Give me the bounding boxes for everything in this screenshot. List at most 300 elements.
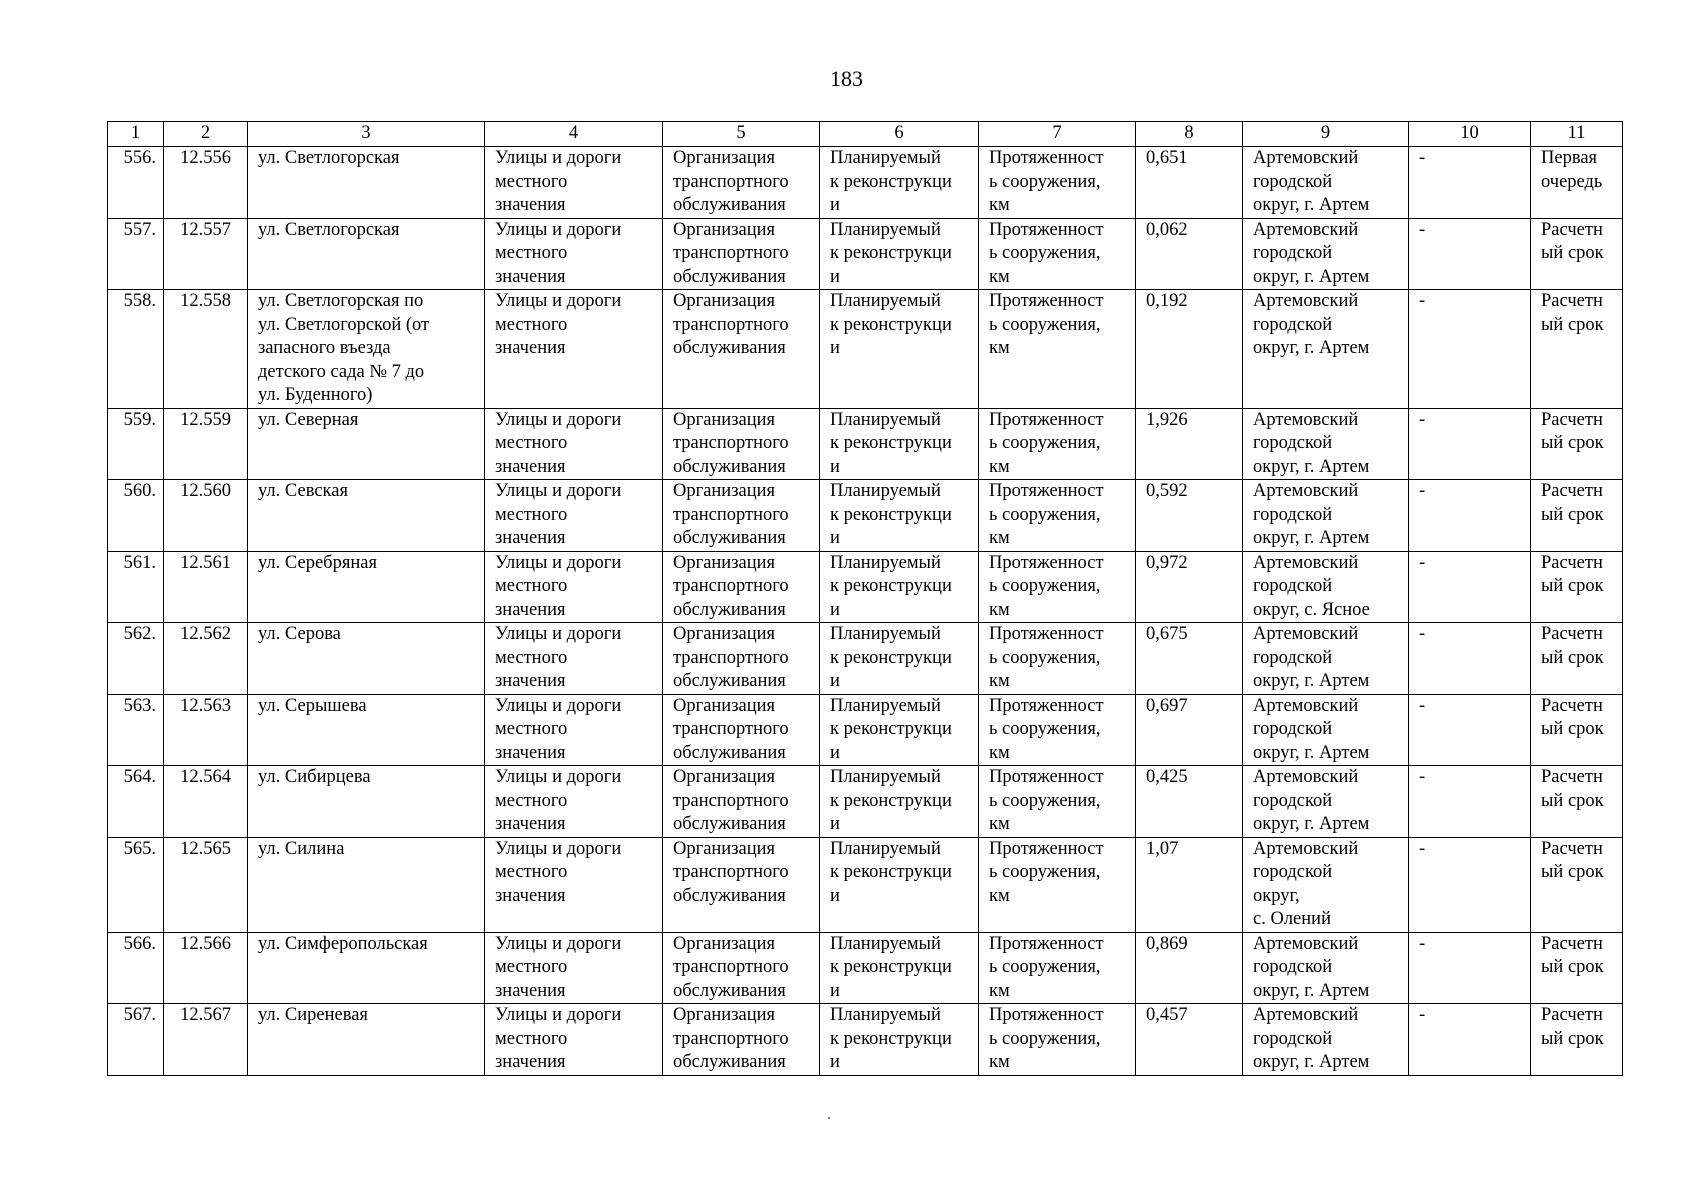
measure-line: Протяженност xyxy=(989,481,1104,501)
purpose-line: обслуживания xyxy=(673,885,786,906)
street-name-cell xyxy=(248,932,485,1004)
object-type-cell xyxy=(485,408,663,480)
table-row xyxy=(108,147,1623,219)
object-type-line: значения xyxy=(495,456,566,477)
purpose-line: транспортного xyxy=(673,171,789,192)
object-type-line: местного xyxy=(495,1028,568,1049)
status-line: и xyxy=(830,338,840,358)
purpose-line: Организация xyxy=(673,624,776,644)
object-type-line: значения xyxy=(495,885,566,906)
table-row xyxy=(108,1004,1623,1076)
stage-line: ый срок xyxy=(1541,957,1604,977)
table-row xyxy=(108,837,1623,932)
status-line: Планируемый xyxy=(830,933,941,954)
table-row xyxy=(108,290,1623,409)
purpose-line: транспортного xyxy=(673,957,789,977)
object-type-line: местного xyxy=(495,862,568,882)
object-code-cell: 12.567 xyxy=(164,1004,248,1076)
row-number-cell: 559. xyxy=(108,408,164,480)
status-line: к реконструкци xyxy=(830,862,952,882)
purpose-line: обслуживания xyxy=(673,528,786,548)
stage-line: ый срок xyxy=(1541,1028,1604,1049)
purpose-line: обслуживания xyxy=(673,266,786,287)
measure-cell xyxy=(979,932,1136,1004)
status-line: к реконструкци xyxy=(830,1028,952,1049)
object-code-cell: 12.562 xyxy=(164,623,248,695)
status-cell xyxy=(820,290,979,409)
status-line: к реконструкци xyxy=(830,957,952,977)
stage-line: Расчетн xyxy=(1541,1005,1603,1025)
status-cell xyxy=(820,932,979,1004)
measure-line: км xyxy=(989,338,1010,358)
column-10-cell: - xyxy=(1409,837,1531,932)
row-number-cell: 566. xyxy=(108,932,164,1004)
column-header: 8 xyxy=(1136,122,1243,147)
location-line: городской xyxy=(1253,576,1333,596)
length-value-cell: 0,869 xyxy=(1136,932,1243,1004)
status-line: и xyxy=(830,980,840,1001)
object-code-cell: 12.566 xyxy=(164,932,248,1004)
length-value-cell: 0,972 xyxy=(1136,551,1243,623)
street-name-cell xyxy=(248,408,485,480)
object-code-cell: 12.563 xyxy=(164,694,248,766)
status-line: Планируемый xyxy=(830,148,941,168)
scan-speck xyxy=(828,1117,830,1119)
column-10-cell: - xyxy=(1409,408,1531,480)
location-line: городской xyxy=(1253,314,1333,335)
purpose-line: Организация xyxy=(673,1005,776,1025)
street-name-line: ул. Светлогорская xyxy=(258,219,400,240)
purpose-line: транспортного xyxy=(673,790,789,811)
street-name-line: ул. Серебряная xyxy=(258,552,377,573)
measure-line: Протяженност xyxy=(989,219,1104,240)
purpose-cell xyxy=(663,147,820,219)
stage-line: ый срок xyxy=(1541,243,1604,263)
status-cell xyxy=(820,480,979,552)
status-cell xyxy=(820,218,979,290)
measure-line: км xyxy=(989,195,1010,215)
object-code-cell: 12.558 xyxy=(164,290,248,409)
purpose-line: Организация xyxy=(673,219,776,240)
table-body xyxy=(108,122,1623,1076)
table-row xyxy=(108,218,1623,290)
column-header: 6 xyxy=(820,122,979,147)
purpose-cell xyxy=(663,623,820,695)
object-type-line: значения xyxy=(495,599,566,620)
purpose-cell xyxy=(663,290,820,409)
table-row xyxy=(108,480,1623,552)
location-line: городской xyxy=(1253,243,1333,263)
purpose-cell xyxy=(663,551,820,623)
purpose-line: транспортного xyxy=(673,576,789,596)
purpose-cell xyxy=(663,694,820,766)
status-line: и xyxy=(830,528,840,548)
location-cell xyxy=(1243,932,1409,1004)
location-cell xyxy=(1243,147,1409,219)
length-value-cell: 1,926 xyxy=(1136,408,1243,480)
column-10-cell: - xyxy=(1409,147,1531,219)
measure-line: Протяженност xyxy=(989,933,1104,954)
object-type-line: значения xyxy=(495,1052,566,1072)
object-type-line: местного xyxy=(495,171,568,192)
row-number-cell: 563. xyxy=(108,694,164,766)
row-number-cell: 567. xyxy=(108,1004,164,1076)
status-line: к реконструкци xyxy=(830,576,952,596)
stage-line: ый срок xyxy=(1541,504,1604,525)
purpose-line: обслуживания xyxy=(673,980,786,1001)
purpose-line: транспортного xyxy=(673,243,789,263)
stage-line: Первая xyxy=(1541,148,1598,168)
location-line: Артемовский xyxy=(1253,933,1359,954)
location-cell xyxy=(1243,290,1409,409)
object-type-line: местного xyxy=(495,957,568,977)
location-cell xyxy=(1243,551,1409,623)
object-code-cell: 12.565 xyxy=(164,837,248,932)
length-value-cell: 0,651 xyxy=(1136,147,1243,219)
object-type-cell xyxy=(485,147,663,219)
object-type-line: Улицы и дороги xyxy=(495,409,622,430)
column-header: 1 xyxy=(108,122,164,147)
measure-line: ь сооружения, xyxy=(989,1028,1101,1049)
object-type-line: Улицы и дороги xyxy=(495,624,622,644)
street-name-line: ул. Светлогорская xyxy=(258,148,400,168)
object-type-line: Улицы и дороги xyxy=(495,838,622,859)
status-line: и xyxy=(830,266,840,287)
object-type-cell xyxy=(485,480,663,552)
street-name-line: ул. Симферопольская xyxy=(258,933,428,954)
location-cell xyxy=(1243,408,1409,480)
object-type-cell xyxy=(485,218,663,290)
status-cell xyxy=(820,1004,979,1076)
street-name-cell xyxy=(248,623,485,695)
measure-cell xyxy=(979,1004,1136,1076)
street-name-cell xyxy=(248,290,485,409)
street-name-line: ул. Северная xyxy=(258,409,359,430)
stage-cell xyxy=(1531,218,1623,290)
status-line: и xyxy=(830,885,840,906)
status-cell xyxy=(820,551,979,623)
street-name-line: ул. Сиреневая xyxy=(258,1005,368,1025)
stage-line: Расчетн xyxy=(1541,695,1603,716)
table-row xyxy=(108,932,1623,1004)
object-code-cell: 12.561 xyxy=(164,551,248,623)
location-line: округ, г. Артем xyxy=(1253,742,1370,763)
status-line: к реконструкци xyxy=(830,719,952,739)
measure-cell xyxy=(979,290,1136,409)
object-code-cell: 12.556 xyxy=(164,147,248,219)
street-name-line: ул. Силина xyxy=(258,838,345,859)
column-10-cell: - xyxy=(1409,623,1531,695)
stage-line: очередь xyxy=(1541,171,1603,192)
street-name-line: ул. Светлогорская по xyxy=(258,291,424,311)
stage-cell xyxy=(1531,551,1623,623)
purpose-line: обслуживания xyxy=(673,1052,786,1072)
column-10-cell: - xyxy=(1409,218,1531,290)
registry-table xyxy=(107,121,1623,1076)
object-type-line: Улицы и дороги xyxy=(495,552,622,573)
length-value-cell: 0,192 xyxy=(1136,290,1243,409)
measure-line: км xyxy=(989,528,1010,548)
measure-line: км xyxy=(989,266,1010,287)
measure-line: ь сооружения, xyxy=(989,647,1101,668)
status-line: к реконструкци xyxy=(830,433,952,453)
location-line: городской xyxy=(1253,171,1333,192)
measure-line: км xyxy=(989,980,1010,1001)
purpose-line: Организация xyxy=(673,291,776,311)
status-line: и xyxy=(830,742,840,763)
object-type-line: Улицы и дороги xyxy=(495,481,622,501)
purpose-line: Организация xyxy=(673,838,776,859)
stage-cell xyxy=(1531,837,1623,932)
measure-cell xyxy=(979,623,1136,695)
measure-line: Протяженност xyxy=(989,767,1104,787)
location-line: Артемовский xyxy=(1253,481,1359,501)
location-line: Артемовский xyxy=(1253,838,1359,859)
location-line: округ, г. Артем xyxy=(1253,195,1370,215)
status-line: к реконструкци xyxy=(830,171,952,192)
status-line: к реконструкци xyxy=(830,314,952,335)
stage-cell xyxy=(1531,694,1623,766)
street-name-line: ул. Серышева xyxy=(258,695,367,716)
status-cell xyxy=(820,694,979,766)
location-line: городской xyxy=(1253,433,1333,453)
measure-line: Протяженност xyxy=(989,838,1104,859)
location-cell xyxy=(1243,1004,1409,1076)
row-number-cell: 556. xyxy=(108,147,164,219)
column-10-cell: - xyxy=(1409,290,1531,409)
purpose-line: транспортного xyxy=(673,314,789,335)
object-type-line: Улицы и дороги xyxy=(495,148,622,168)
table-row xyxy=(108,766,1623,838)
row-number-cell: 560. xyxy=(108,480,164,552)
object-type-line: местного xyxy=(495,243,568,263)
measure-cell xyxy=(979,218,1136,290)
column-10-cell: - xyxy=(1409,766,1531,838)
stage-line: Расчетн xyxy=(1541,838,1603,859)
location-line: Артемовский xyxy=(1253,695,1359,716)
object-type-cell xyxy=(485,932,663,1004)
measure-line: км xyxy=(989,1052,1010,1072)
row-number-cell: 562. xyxy=(108,623,164,695)
row-number-cell: 557. xyxy=(108,218,164,290)
street-name-line: ул. Сибирцева xyxy=(258,767,371,787)
location-line: городской xyxy=(1253,1028,1333,1049)
measure-line: Протяженност xyxy=(989,552,1104,573)
measure-line: Протяженност xyxy=(989,148,1104,168)
stage-line: ый срок xyxy=(1541,576,1604,596)
location-line: округ, г. Артем xyxy=(1253,1052,1370,1072)
street-name-line: ул. Светлогорской (от xyxy=(258,314,430,335)
street-name-line: ул. Севская xyxy=(258,481,348,501)
location-line: округ, г. Артем xyxy=(1253,980,1370,1001)
purpose-cell xyxy=(663,766,820,838)
object-type-line: значения xyxy=(495,814,566,834)
status-cell xyxy=(820,837,979,932)
location-cell xyxy=(1243,694,1409,766)
column-header: 5 xyxy=(663,122,820,147)
status-line: к реконструкци xyxy=(830,504,952,525)
measure-line: Протяженност xyxy=(989,695,1104,716)
object-type-line: значения xyxy=(495,528,566,548)
purpose-line: обслуживания xyxy=(673,456,786,477)
location-line: Артемовский xyxy=(1253,624,1359,644)
location-line: с. Олений xyxy=(1253,909,1331,929)
status-line: Планируемый xyxy=(830,767,941,787)
location-cell xyxy=(1243,837,1409,932)
object-type-line: Улицы и дороги xyxy=(495,219,622,240)
purpose-line: Организация xyxy=(673,409,776,430)
column-header: 11 xyxy=(1531,122,1623,147)
purpose-line: обслуживания xyxy=(673,742,786,763)
measure-line: км xyxy=(989,742,1010,763)
stage-line: Расчетн xyxy=(1541,933,1603,954)
purpose-line: транспортного xyxy=(673,647,789,668)
measure-line: км xyxy=(989,814,1010,834)
location-line: городской xyxy=(1253,647,1333,668)
object-type-cell xyxy=(485,837,663,932)
purpose-cell xyxy=(663,1004,820,1076)
object-type-line: Улицы и дороги xyxy=(495,695,622,716)
stage-cell xyxy=(1531,932,1623,1004)
stage-line: Расчетн xyxy=(1541,219,1603,240)
purpose-cell xyxy=(663,932,820,1004)
length-value-cell: 0,062 xyxy=(1136,218,1243,290)
table-row xyxy=(108,694,1623,766)
location-line: округ, г. Артем xyxy=(1253,338,1370,358)
measure-cell xyxy=(979,480,1136,552)
object-type-line: Улицы и дороги xyxy=(495,291,622,311)
length-value-cell: 1,07 xyxy=(1136,837,1243,932)
object-type-cell xyxy=(485,623,663,695)
location-cell xyxy=(1243,623,1409,695)
street-name-cell xyxy=(248,1004,485,1076)
object-type-line: местного xyxy=(495,314,568,335)
measure-line: ь сооружения, xyxy=(989,433,1101,453)
row-number-cell: 561. xyxy=(108,551,164,623)
row-number-cell: 558. xyxy=(108,290,164,409)
status-line: к реконструкци xyxy=(830,243,952,263)
object-code-cell: 12.559 xyxy=(164,408,248,480)
street-name-cell xyxy=(248,694,485,766)
status-line: Планируемый xyxy=(830,481,941,501)
stage-line: ый срок xyxy=(1541,433,1604,453)
location-line: Артемовский xyxy=(1253,1005,1359,1025)
length-value-cell: 0,592 xyxy=(1136,480,1243,552)
street-name-cell xyxy=(248,147,485,219)
measure-cell xyxy=(979,694,1136,766)
object-type-cell xyxy=(485,1004,663,1076)
column-10-cell: - xyxy=(1409,1004,1531,1076)
stage-line: Расчетн xyxy=(1541,624,1603,644)
street-name-line: детского сада № 7 до xyxy=(258,361,425,382)
measure-cell xyxy=(979,766,1136,838)
status-line: Планируемый xyxy=(830,552,941,573)
street-name-cell xyxy=(248,480,485,552)
measure-line: км xyxy=(989,671,1010,691)
location-line: городской xyxy=(1253,957,1333,977)
table-row xyxy=(108,551,1623,623)
measure-line: км xyxy=(989,885,1010,906)
location-line: городской xyxy=(1253,504,1333,525)
column-header: 9 xyxy=(1243,122,1409,147)
object-type-line: значения xyxy=(495,980,566,1001)
location-line: округ, г. Артем xyxy=(1253,671,1370,691)
street-name-cell xyxy=(248,551,485,623)
purpose-cell xyxy=(663,408,820,480)
stage-line: ый срок xyxy=(1541,719,1604,739)
location-cell xyxy=(1243,766,1409,838)
measure-line: км xyxy=(989,599,1010,620)
street-name-line: запасного въезда xyxy=(258,338,391,358)
object-type-line: значения xyxy=(495,742,566,763)
object-type-cell xyxy=(485,290,663,409)
object-type-line: местного xyxy=(495,504,568,525)
location-line: Артемовский xyxy=(1253,767,1359,787)
object-type-line: местного xyxy=(495,647,568,668)
purpose-line: обслуживания xyxy=(673,671,786,691)
measure-line: ь сооружения, xyxy=(989,719,1101,739)
object-type-line: местного xyxy=(495,433,568,453)
purpose-line: обслуживания xyxy=(673,195,786,215)
purpose-line: транспортного xyxy=(673,862,789,882)
purpose-line: Организация xyxy=(673,767,776,787)
purpose-line: Организация xyxy=(673,552,776,573)
location-line: городской xyxy=(1253,790,1333,811)
location-line: округ, г. Артем xyxy=(1253,528,1370,548)
measure-cell xyxy=(979,408,1136,480)
measure-line: ь сооружения, xyxy=(989,314,1101,335)
stage-line: ый срок xyxy=(1541,862,1604,882)
measure-cell xyxy=(979,147,1136,219)
object-type-line: Улицы и дороги xyxy=(495,1005,622,1025)
column-header: 4 xyxy=(485,122,663,147)
table-row xyxy=(108,623,1623,695)
stage-line: Расчетн xyxy=(1541,552,1603,573)
row-number-cell: 564. xyxy=(108,766,164,838)
measure-line: ь сооружения, xyxy=(989,576,1101,596)
purpose-cell xyxy=(663,218,820,290)
status-cell xyxy=(820,408,979,480)
stage-cell xyxy=(1531,766,1623,838)
stage-cell xyxy=(1531,147,1623,219)
location-line: округ, xyxy=(1253,885,1300,906)
location-line: Артемовский xyxy=(1253,552,1359,573)
purpose-line: транспортного xyxy=(673,504,789,525)
length-value-cell: 0,697 xyxy=(1136,694,1243,766)
purpose-line: транспортного xyxy=(673,433,789,453)
purpose-cell xyxy=(663,837,820,932)
measure-line: Протяженност xyxy=(989,1005,1104,1025)
location-line: Артемовский xyxy=(1253,219,1359,240)
status-line: Планируемый xyxy=(830,291,941,311)
object-type-line: Улицы и дороги xyxy=(495,767,622,787)
street-name-cell xyxy=(248,218,485,290)
object-code-cell: 12.560 xyxy=(164,480,248,552)
stage-line: ый срок xyxy=(1541,314,1604,335)
location-line: Артемовский xyxy=(1253,291,1359,311)
page-number: 183 xyxy=(830,66,863,91)
status-line: и xyxy=(830,195,840,215)
measure-line: ь сооружения, xyxy=(989,504,1101,525)
stage-cell xyxy=(1531,480,1623,552)
stage-cell xyxy=(1531,623,1623,695)
measure-line: ь сооружения, xyxy=(989,957,1101,977)
status-line: Планируемый xyxy=(830,695,941,716)
object-type-line: значения xyxy=(495,338,566,358)
column-header: 2 xyxy=(164,122,248,147)
status-line: и xyxy=(830,1052,840,1072)
location-line: округ, с. Ясное xyxy=(1253,599,1370,620)
